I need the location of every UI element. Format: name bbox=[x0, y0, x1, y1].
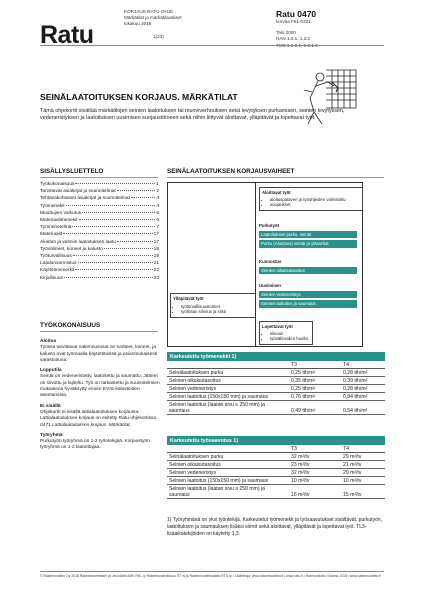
row-label: Seinien laatoitus (150x150 mm) ja saumaus bbox=[167, 393, 289, 401]
tyosaavutus-title: Karkeutettu työsaavutus 1) bbox=[167, 436, 385, 445]
header-doc-info bbox=[124, 9, 182, 28]
ei-sisalla-text: Ohjekortti ei sisällä lattialaatoituksen korjausta. Lattialaatoituksen korjaus on esitetty Ratu-ohjekortissa bbox=[40, 409, 156, 422]
toc-item-label: Työkokonaisuus bbox=[40, 182, 75, 187]
toc-leader bbox=[104, 248, 153, 249]
tyomenekki-title: Karkeutettu työmenekki 1) bbox=[167, 352, 385, 361]
tyoryhma-text: Purkutyön työryhmä on 1-2 työntekijää. Korjaustyön työryhmä on 1-2 laatoittajaa. bbox=[40, 439, 150, 451]
doc-subtype: Märkätilat ja märkätilaväliset bbox=[124, 15, 182, 21]
table-row bbox=[167, 485, 385, 499]
row-label: Seinien oikaisutasoitus bbox=[167, 461, 289, 469]
korjausvaiheet-heading: SEINÄLAATOITUKSEN KORJAUSVAIHEET bbox=[167, 168, 295, 175]
doc-type: KORJAUS-RATU-OHJE bbox=[124, 9, 174, 14]
column-header-t4: T4 bbox=[341, 445, 385, 453]
yllapitavat-title: Ylläpitävät työt bbox=[173, 296, 204, 301]
tyokokonaisuus-section bbox=[40, 337, 162, 456]
toc-leader bbox=[79, 219, 156, 220]
tyokokonaisuus-heading: TYÖKOKONAISUUS bbox=[40, 322, 101, 329]
toc-item-page: 21 bbox=[153, 261, 159, 267]
aloittavat-item: • suojaukset bbox=[270, 202, 360, 208]
toc-leader bbox=[117, 190, 156, 191]
footer-copyright: © Rakennustieto Oy 2018 Rakennusmestarit ja -insinöörit AMK RKL ry Rakennusteollisuus RT ry ja Rakennustietosäätiö RTS sr • Lisätietoja: www.rakennustieto.fi • www.ratu.fi • Harmonisoitu Vuonna 2018 • www.rakennustieto.fi bbox=[40, 574, 381, 578]
toc-leader bbox=[66, 205, 156, 206]
ei-sisalla-reference[interactable]: 0471 Lattialaatoituksen korjaus. Märkätilat. bbox=[40, 422, 131, 428]
toc-item[interactable] bbox=[40, 181, 159, 188]
toc-item-label: Työvälineet, koneet ja kalusto bbox=[40, 246, 103, 252]
table-row bbox=[167, 393, 385, 401]
cell-t3: 10 m²/tv bbox=[289, 477, 341, 485]
lopettavat-box bbox=[259, 321, 313, 345]
cell-t3: 0,76 tth/m² bbox=[289, 393, 341, 401]
toc-item-label: Kirjallisuus bbox=[40, 275, 63, 281]
purkutyot-item: Laatoituksen purku, seinät bbox=[259, 231, 357, 239]
toc-item[interactable] bbox=[40, 224, 159, 231]
purkutyot-title: Purkutyöt bbox=[259, 223, 280, 228]
ei-sisalla-title: Ei sisällä bbox=[40, 403, 61, 409]
header-codes bbox=[276, 9, 318, 49]
cell-t4: 21 m²/tv bbox=[341, 461, 385, 469]
toc-item[interactable] bbox=[40, 217, 159, 224]
tyoryhma-title: Työryhmä bbox=[40, 432, 63, 438]
toc-item-page: 19 bbox=[153, 254, 159, 260]
toc-item[interactable] bbox=[40, 253, 159, 260]
toc-item-page: 17 bbox=[153, 239, 159, 245]
toc-item[interactable] bbox=[40, 210, 159, 217]
lopettavat-title: Lopettavat työt bbox=[262, 324, 293, 329]
cell-t4: 29 m²/tv bbox=[341, 453, 385, 461]
purkutyot-item: Purku (Alustava) seinät ja ylänurkat bbox=[259, 240, 357, 248]
page-title: SEINÄLAATOITUKSEN KORJAUS. MÄRKÄTILAT bbox=[40, 92, 238, 102]
tyosaavutus-table bbox=[167, 436, 385, 499]
toc-leader bbox=[64, 277, 153, 278]
cell-t4: 0,39 tth/m² bbox=[341, 377, 385, 385]
column-header-t3: T3 bbox=[289, 445, 341, 453]
toc-item-page: 23 bbox=[153, 275, 159, 281]
han-code: HAN 1.3.1, 1.3.2 bbox=[276, 36, 310, 42]
lopettavat-item: • työvälineiden huolto bbox=[270, 336, 310, 342]
table-of-contents bbox=[40, 181, 159, 282]
cell-t3: 16 m²/tv bbox=[289, 485, 341, 499]
lopputila-text: Seinät on vedeneristetty, laatoitettu ja saumattu. Jätteet on siivottu ja lajiteltu. Työ on tarkastettu ja suunnitelmien mukaisena hyväksytty ennen EVIS-kalusteiden asentamista. bbox=[40, 374, 160, 399]
column-header-t4: T4 bbox=[341, 361, 385, 369]
uusiminen-group bbox=[259, 283, 357, 308]
table-row bbox=[167, 369, 385, 377]
footer-divider bbox=[40, 571, 384, 572]
toc-leader bbox=[75, 269, 152, 270]
vaiheet-column bbox=[255, 182, 363, 347]
toc-item[interactable] bbox=[40, 246, 159, 253]
toc-item-page: 6 bbox=[156, 218, 159, 224]
row-label: Seinälaatoituksen purku bbox=[167, 453, 289, 461]
aloitus-title: Aloitus bbox=[40, 339, 57, 344]
page-number: 1(23) bbox=[153, 34, 164, 39]
kunnostus-group bbox=[259, 259, 357, 274]
toc-leader bbox=[78, 262, 153, 263]
toc-item-label: Työmenekit bbox=[40, 203, 65, 209]
uusiminen-item: Seinien laatoitus ja saumaus bbox=[259, 300, 357, 308]
aloittavat-title: Aloittavat työt bbox=[262, 190, 291, 195]
toc-item[interactable] bbox=[40, 267, 159, 274]
cell-t3: 0,25 tth/m² bbox=[289, 385, 341, 393]
kunnostus-item: Seinien oikaisutasoitus bbox=[259, 267, 357, 275]
toc-item-page: 4 bbox=[156, 203, 159, 209]
cell-t3: 0,35 tth/m² bbox=[289, 377, 341, 385]
table-row bbox=[167, 461, 385, 469]
lopettavat-item: • siivous bbox=[270, 331, 310, 337]
talo-code: Talo 2000 bbox=[276, 30, 296, 36]
toc-leader bbox=[73, 255, 153, 256]
toc-item-page: 2 bbox=[156, 189, 159, 195]
toc-divider bbox=[40, 177, 158, 178]
cell-t3: 0,25 tth/m² bbox=[289, 369, 341, 377]
toc-item[interactable] bbox=[40, 188, 159, 195]
tuo-code: TUO 1.1.9.1, 9.2.1.4 bbox=[276, 42, 318, 48]
toc-item-label: Käyttöönvmerkit bbox=[40, 268, 75, 274]
toc-item[interactable] bbox=[40, 239, 159, 246]
toc-item-page: 5 bbox=[156, 210, 159, 216]
toc-heading: SISÄLLYSLUETTELO bbox=[40, 168, 104, 175]
row-label: Seinien vedeneristys bbox=[167, 385, 289, 393]
table-row bbox=[167, 377, 385, 385]
toc-item-label: Muuttujien vaikutus bbox=[40, 210, 82, 216]
row-label: Seinien oikaisutasoitus bbox=[167, 377, 289, 385]
lopputila-title: Lopputila bbox=[40, 368, 62, 374]
tyokokonaisuus-divider bbox=[40, 331, 158, 332]
kunnostus-title: Kunnostus bbox=[259, 259, 282, 264]
footnote: 1) Työryhmänä on yksi työntekijä. Karkeutetut työmenekit ja työsaavutukset sisältävät, purkutyön, laatoituksen ja saumauksen lisäksi siirrot sekä aloittavat, ylläpitävät ja lopettavat työt. TL3-lisäaikatekijöiden on käytetty 1,3. bbox=[167, 517, 383, 537]
toc-item[interactable] bbox=[40, 260, 159, 267]
toc-item-page: 3 bbox=[156, 196, 159, 202]
intro-paragraph: Tämä ohjekortti sisältää märkätilojen seinien laatoituksen tai muoviverhouksen sekä levytyksen purkamisen, seinien levytyksen, vedeneristyksen ja laatoituksen uusimisen suojaustöineen sekä niihin liittyvät aloittavat, ylläpitävät ja lopettavat työt. bbox=[40, 108, 345, 122]
toc-item-label: Työmenetelmä bbox=[40, 225, 72, 231]
row-label: Seinien laatoitus (laatan sivu ≥ 250 mm) ja saumaus bbox=[167, 401, 289, 415]
yllapitavat-box bbox=[170, 293, 256, 318]
cell-t3: 32 m²/tv bbox=[289, 469, 341, 477]
toc-item-label: Materiaalimenekit bbox=[40, 218, 78, 224]
purkutyot-group bbox=[259, 223, 357, 248]
table-row bbox=[167, 385, 385, 393]
toc-item-label: Alustan ja valmiin laatoituksen laatu bbox=[40, 239, 116, 245]
korjausvaiheet-divider bbox=[167, 177, 384, 178]
row-label: Seinien laatoitus (laatan sivu ≥ 250 mm) ja saumaus bbox=[167, 485, 289, 499]
replaces-code: korvaa F61-0321 bbox=[276, 19, 311, 24]
toc-item-page: 17 bbox=[153, 232, 159, 238]
toc-item-label: Laadunvarmistus bbox=[40, 261, 77, 267]
toc-item[interactable] bbox=[40, 275, 159, 282]
toc-item-page: 22 bbox=[153, 268, 159, 274]
cell-t4: 0,28 tth/m² bbox=[341, 369, 385, 377]
table-row bbox=[167, 453, 385, 461]
yllapitavat-item: • työmaan siivous ja siisti bbox=[181, 309, 253, 315]
toc-leader bbox=[63, 233, 153, 234]
aloitus-text: Työssä tarvittavat nakennusosat on tuotteet, koneet, ja kalusto ovat työmaalla käytettävissä ja asianmukaisesti varastoituna. bbox=[40, 345, 158, 363]
toc-item-label: Materiaalit bbox=[40, 232, 63, 238]
row-label: Seinälaatoituksen purku bbox=[167, 369, 289, 377]
table-row bbox=[167, 469, 385, 477]
table-row bbox=[167, 401, 385, 415]
toc-item-label: Työturvallisuus bbox=[40, 254, 72, 260]
table-row bbox=[167, 477, 385, 485]
toc-leader bbox=[72, 226, 155, 227]
toc-item-label: Tarvittavat asiakirjat ja suunnitelmat bbox=[40, 189, 116, 195]
toc-item-label: Tehtävakohtaiset asiakirjat ja suunnitelmat bbox=[40, 196, 130, 202]
aloittavat-box bbox=[259, 187, 363, 211]
aloittavat-item: • aloituspalaveri ja työohjeiden valmistelu bbox=[270, 197, 360, 203]
uusiminen-item: Seinien vedeneristys bbox=[259, 291, 357, 299]
toc-item-page: 1 bbox=[156, 182, 159, 187]
cell-t4: 15 m²/tv bbox=[341, 485, 385, 499]
cell-t3: 0,49 tth/m² bbox=[289, 401, 341, 415]
toc-item-page: 7 bbox=[156, 225, 159, 231]
toc-leader bbox=[131, 197, 155, 198]
toc-item[interactable] bbox=[40, 195, 159, 202]
uusiminen-title: Uusiminen bbox=[259, 283, 281, 288]
yllapitavat-column bbox=[167, 182, 256, 347]
row-label: Seinien vedeneristys bbox=[167, 469, 289, 477]
cell-t4: 0,54 tth/m² bbox=[341, 401, 385, 415]
row-label: Seinien laatoitus (150x150 mm) ja saumaus bbox=[167, 477, 289, 485]
ratu-logo: Ratu bbox=[40, 21, 94, 49]
cell-t3: 23 m²/tv bbox=[289, 461, 341, 469]
toc-leader bbox=[82, 212, 155, 213]
toc-leader bbox=[75, 183, 155, 184]
doc-code: Ratu 0470 bbox=[276, 9, 317, 19]
toc-leader bbox=[117, 241, 153, 242]
yllapitavat-item: • työturvallisuustoimet bbox=[181, 304, 253, 310]
cell-t4: 0,84 tth/m² bbox=[341, 393, 385, 401]
cell-t3: 32 m²/tv bbox=[289, 453, 341, 461]
column-header-t3: T3 bbox=[289, 361, 341, 369]
cell-t4: 10 m²/tv bbox=[341, 477, 385, 485]
doc-date: lokakuu 2018 bbox=[124, 21, 152, 27]
toc-item-page: 18 bbox=[153, 246, 159, 252]
toc-item[interactable] bbox=[40, 203, 159, 210]
cell-t4: 0,28 tth/m² bbox=[341, 385, 385, 393]
tyomenekki-table bbox=[167, 352, 385, 415]
cell-t4: 29 m²/tv bbox=[341, 469, 385, 477]
header-divider bbox=[40, 45, 384, 46]
toc-item[interactable] bbox=[40, 231, 159, 238]
